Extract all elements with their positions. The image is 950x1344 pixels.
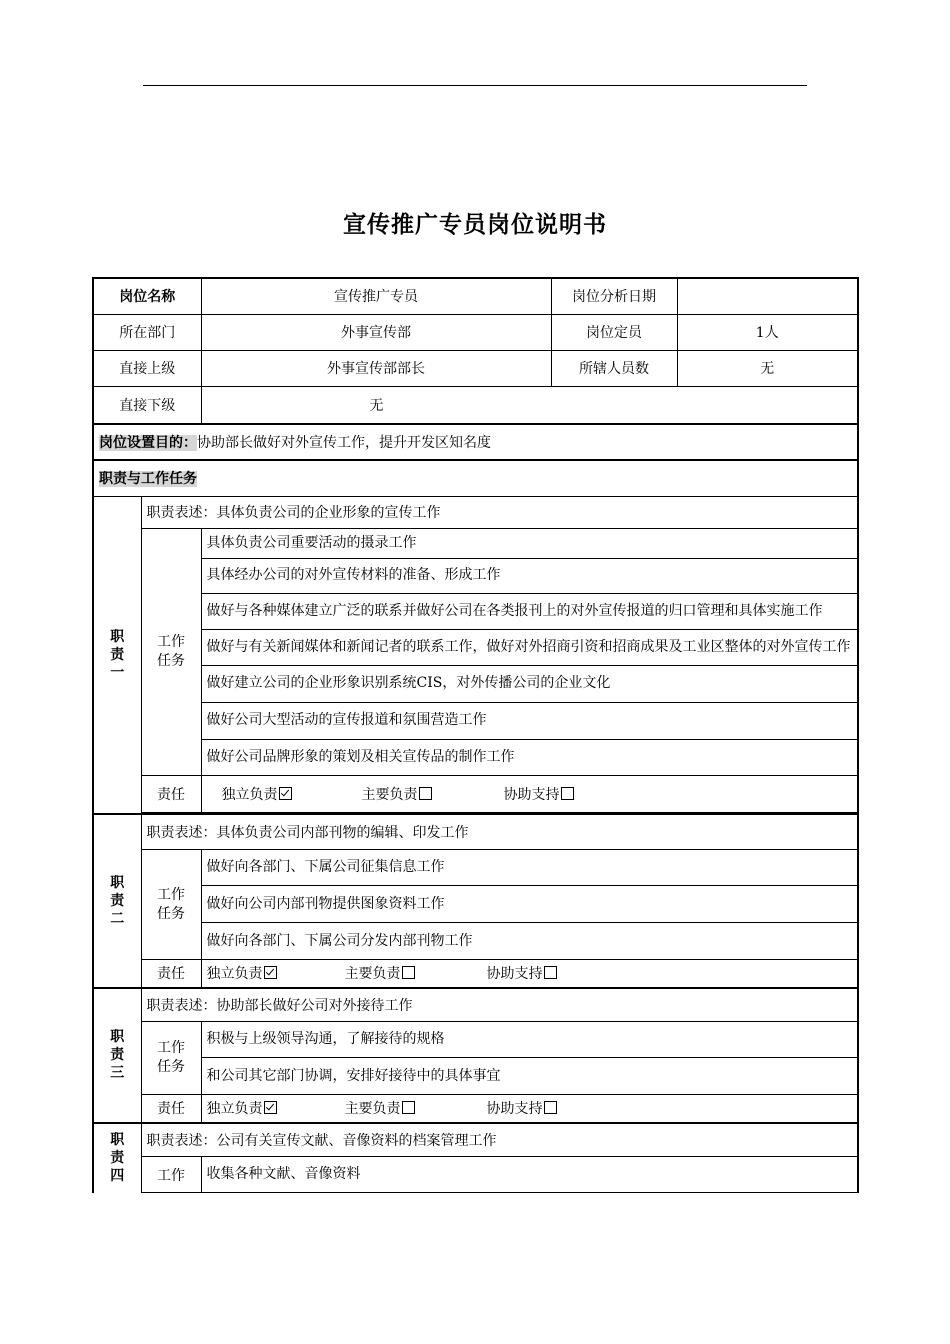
- subordinate-value: 无: [201, 386, 858, 424]
- duty-1-label: [93, 496, 141, 814]
- duty-1-responsibility-label: 责任: [141, 775, 201, 812]
- duty-1-task-1: 具体负责公司重要活动的摄录工作: [201, 528, 858, 558]
- duty-2-primary-label: 主要负责: [344, 966, 401, 983]
- analysis-date-value: [677, 278, 858, 314]
- duty-1-assist-checkbox[interactable]: [561, 787, 574, 800]
- position-name-label: 岗位名称: [93, 278, 201, 314]
- duty-1-description: 职责表述：具体负责公司的企业形象的宣传工作: [141, 496, 858, 528]
- duty-3-label: [93, 988, 141, 1123]
- duty-2-label: [93, 814, 141, 988]
- duty-3-responsibility-row: [93, 1095, 858, 1123]
- duty-1-description-row: [93, 496, 858, 528]
- table-row: [93, 850, 858, 886]
- duty-4-name: 职责四: [110, 1132, 125, 1184]
- duty-2-description: 职责表述：具体负责公司内部刊物的编辑、印发工作: [141, 814, 858, 850]
- duty-2-independent-label: 独立负责: [206, 966, 263, 983]
- duty-3-description: 职责表述：协助部长做好公司对外接待工作: [141, 988, 858, 1022]
- duty-1-independent-checkbox[interactable]: [279, 787, 292, 800]
- duty-1-task-6: 做好公司大型活动的宣传报道和氛围营造工作: [201, 702, 858, 739]
- table-row: [93, 528, 858, 558]
- table-row: [93, 665, 858, 702]
- duty-2-assist-label: 协助支持: [486, 966, 543, 983]
- duty-3-independent-checkbox[interactable]: [264, 1101, 277, 1114]
- headcount-value: 1人: [677, 314, 858, 350]
- duty-2-primary-checkbox[interactable]: [402, 966, 415, 979]
- table-row: [93, 1058, 858, 1095]
- duty-3-task-1: 积极与上级领导沟通，了解接待的规格: [201, 1022, 858, 1058]
- duty-2-independent-checkbox[interactable]: [264, 966, 277, 979]
- header-rule: [143, 85, 807, 86]
- duty-3-assist-checkbox[interactable]: [544, 1101, 557, 1114]
- row-position-name: [93, 278, 858, 314]
- superior-label: 直接上级: [93, 350, 201, 386]
- duty-2-description-row: [93, 814, 858, 850]
- duty-4-task-label: 工作: [141, 1157, 201, 1193]
- department-label: 所在部门: [93, 314, 201, 350]
- table-row: [93, 923, 858, 960]
- staff-label: 所辖人员数: [551, 350, 677, 386]
- duty-3-primary-checkbox[interactable]: [402, 1101, 415, 1114]
- subordinate-label: 直接下级: [93, 386, 201, 424]
- duty-3-independent-label: 独立负责: [206, 1101, 263, 1118]
- duty-1-name: 职责一: [110, 628, 125, 681]
- table-row: [93, 593, 858, 629]
- analysis-date-label: 岗位分析日期: [551, 278, 677, 314]
- headcount-label: 岗位定员: [551, 314, 677, 350]
- duty-2-responsibility-row: [93, 960, 858, 988]
- duty-4-label: [93, 1123, 141, 1193]
- job-description-table: [92, 277, 859, 1193]
- duty-2-task-2: 做好向公司内部刊物提供图象资料工作: [201, 886, 858, 923]
- duty-2-task-1: 做好向各部门、下属公司征集信息工作: [201, 850, 858, 886]
- duty-1-task-label: 工作任务: [157, 633, 185, 669]
- row-duties-header: [93, 460, 858, 496]
- duty-2-name: 职责二: [110, 874, 125, 927]
- duty-2-assist-checkbox[interactable]: [544, 966, 557, 979]
- table-row: [93, 558, 858, 593]
- duties-header: 职责与工作任务: [99, 471, 197, 488]
- duty-3-assist-label: 协助支持: [486, 1101, 543, 1118]
- table-row: [93, 886, 858, 923]
- table-row: [93, 702, 858, 739]
- row-purpose: [93, 424, 858, 460]
- duty-3-task-2: 和公司其它部门协调，安排好接待中的具体事宜: [201, 1058, 858, 1095]
- duty-1-primary-checkbox[interactable]: [419, 787, 432, 800]
- table-row: [93, 739, 858, 775]
- duty-2-task-label: 工作任务: [157, 886, 185, 922]
- duty-3-responsibility-label: 责任: [141, 1095, 201, 1123]
- row-superior: [93, 350, 858, 386]
- table-row: [93, 1022, 858, 1058]
- purpose-label: 岗位设置目的：: [99, 435, 197, 451]
- duty-1-task-7: 做好公司品牌形象的策划及相关宣传品的制作工作: [201, 739, 858, 775]
- table-row: [93, 1157, 858, 1193]
- duty-1-task-5: 做好建立公司的企业形象识别系统CIS，对外传播公司的企业文化: [201, 665, 858, 702]
- duty-3-name: 职责三: [110, 1029, 125, 1081]
- superior-value: 外事宣传部部长: [201, 350, 551, 386]
- document-title: 宣传推广专员岗位说明书: [343, 212, 607, 238]
- duty-1-task-3: 做好与各种媒体建立广泛的联系并做好公司在各类报刊上的对外宣传报道的归口管理和具体实施工作: [201, 593, 858, 629]
- duty-3-primary-label: 主要负责: [344, 1101, 401, 1118]
- duty-1-primary-label: 主要负责: [361, 786, 418, 803]
- row-department: [93, 314, 858, 350]
- table-row: [93, 629, 858, 665]
- duty-2-task-3: 做好向各部门、下属公司分发内部刊物工作: [201, 923, 858, 960]
- purpose-text: 协助部长做好对外宣传工作，提升开发区知名度: [197, 435, 491, 451]
- department-value: 外事宣传部: [201, 314, 551, 350]
- duty-1-task-4: 做好与有关新闻媒体和新闻记者的联系工作，做好对外招商引资和招商成果及工业区整体的对外宣传工作: [201, 629, 858, 665]
- duty-2-responsibility-label: 责任: [141, 960, 201, 988]
- duty-4-task-1: 收集各种文献、音像资料: [201, 1157, 858, 1193]
- duty-1-responsibility-row: [93, 775, 858, 812]
- duty-4-description-row: [93, 1123, 858, 1157]
- row-subordinate: [93, 386, 858, 424]
- duty-3-task-label: 工作任务: [157, 1040, 185, 1075]
- duty-4-description: 职责表述：公司有关宣传文献、音像资料的档案管理工作: [141, 1123, 858, 1157]
- duty-1-independent-label: 独立负责: [221, 786, 278, 803]
- position-name-value: 宣传推广专员: [201, 278, 551, 314]
- duty-1-task-2: 具体经办公司的对外宣传材料的准备、形成工作: [201, 558, 858, 593]
- duty-1-assist-label: 协助支持: [503, 786, 560, 803]
- staff-value: 无: [677, 350, 858, 386]
- duty-3-description-row: [93, 988, 858, 1022]
